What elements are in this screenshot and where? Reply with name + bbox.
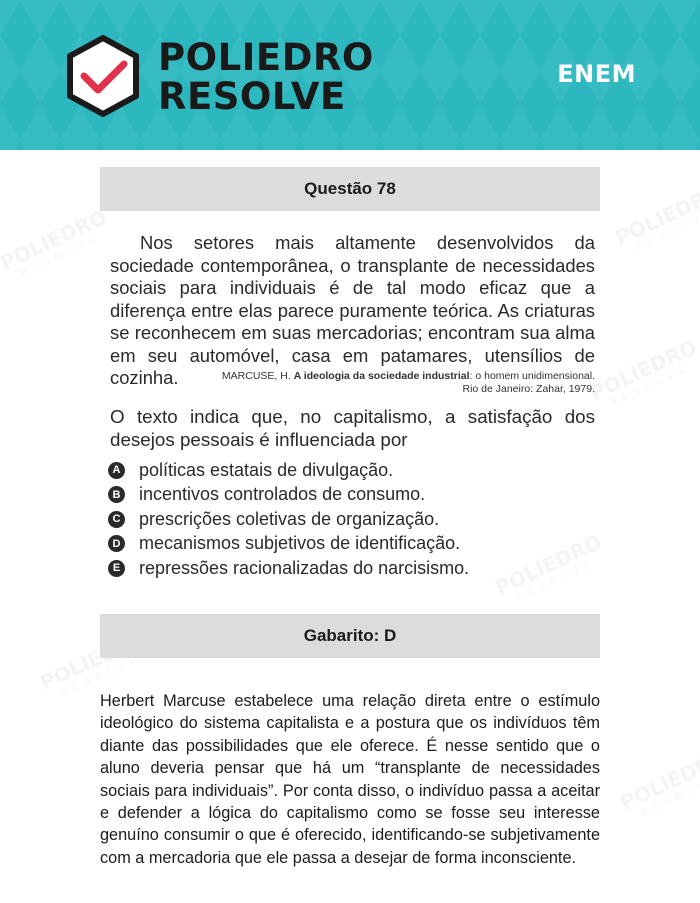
answer-explanation: Herbert Marcuse estabelece uma relação direta entre o estímulo ideológico do sistema capitalista e a postura que os indivíduos têm diante das possibilidades que ele oferece. É nesse sentido que o aluno deveria pensar que há um “transplante de necessidades sociais para individuais”. Por conta disso, o indivíduo passa a aceitar e defender a lógica do capitalismo como se fosse seu interesse genuíno consumir o que é oferecido, identificando-se subjetivamente com a mercadoria que ele passa a desejar de forma inconsciente.	[100, 692, 600, 867]
question-title: Questão 78	[304, 179, 396, 198]
option-b[interactable]	[108, 483, 598, 508]
source-subtitle: : o homem unidimensional.	[469, 370, 595, 382]
passage-source	[110, 370, 595, 396]
option-a[interactable]	[108, 458, 598, 483]
source-place: Rio de Janeiro: Zahar, 1979.	[462, 383, 595, 395]
option-c[interactable]	[108, 507, 598, 532]
exam-label: ENEM	[557, 60, 636, 88]
header-banner	[0, 0, 700, 150]
option-text: repressões racionalizadas do narcisismo.	[139, 557, 470, 578]
answer-options	[108, 458, 598, 581]
option-letter-badge: C	[108, 511, 125, 528]
check-hexagon-logo-icon	[64, 34, 142, 118]
option-text: incentivos controlados de consumo.	[139, 484, 426, 505]
option-letter-badge: E	[108, 560, 125, 577]
answer-key-label: Gabarito: D	[303, 626, 397, 645]
option-letter-badge: A	[108, 462, 125, 479]
question-prompt: O texto indica que, no capitalismo, a satisfação dos desejos pessoais é influenciada por	[110, 406, 595, 450]
question-passage	[110, 232, 595, 390]
passage-text: Nos setores mais altamente desenvolvidos da sociedade contemporânea, o transplante de necessidades sociais para individuais é de tal modo eficaz que a diferença entre elas parece puramente teórica. As criaturas se reconhecem em suas mercadorias; encontram sua alma em seu automóvel, casa em patamares, utensílios de cozinha.	[110, 232, 595, 388]
source-author: MARCUSE, H.	[221, 370, 294, 382]
option-text: prescrições coletivas de organização.	[139, 508, 440, 529]
question-title-bar	[100, 167, 600, 211]
option-e[interactable]	[108, 556, 598, 581]
watermark	[618, 747, 700, 828]
watermark	[588, 337, 700, 418]
source-title: A ideologia da sociedade industrial	[293, 370, 470, 382]
option-text: políticas estatais de divulgação.	[139, 459, 394, 480]
option-letter-badge: B	[108, 486, 125, 503]
answer-key-bar	[100, 614, 600, 658]
option-text: mecanismos subjetivos de identificação.	[139, 533, 461, 554]
brand-line-2: RESOLVE	[158, 75, 346, 118]
option-letter-badge: D	[108, 535, 125, 552]
watermark	[0, 207, 117, 288]
watermark	[613, 182, 700, 263]
option-d[interactable]	[108, 532, 598, 557]
brand-name	[158, 38, 374, 116]
brand-line-1: POLIEDRO	[158, 36, 374, 79]
